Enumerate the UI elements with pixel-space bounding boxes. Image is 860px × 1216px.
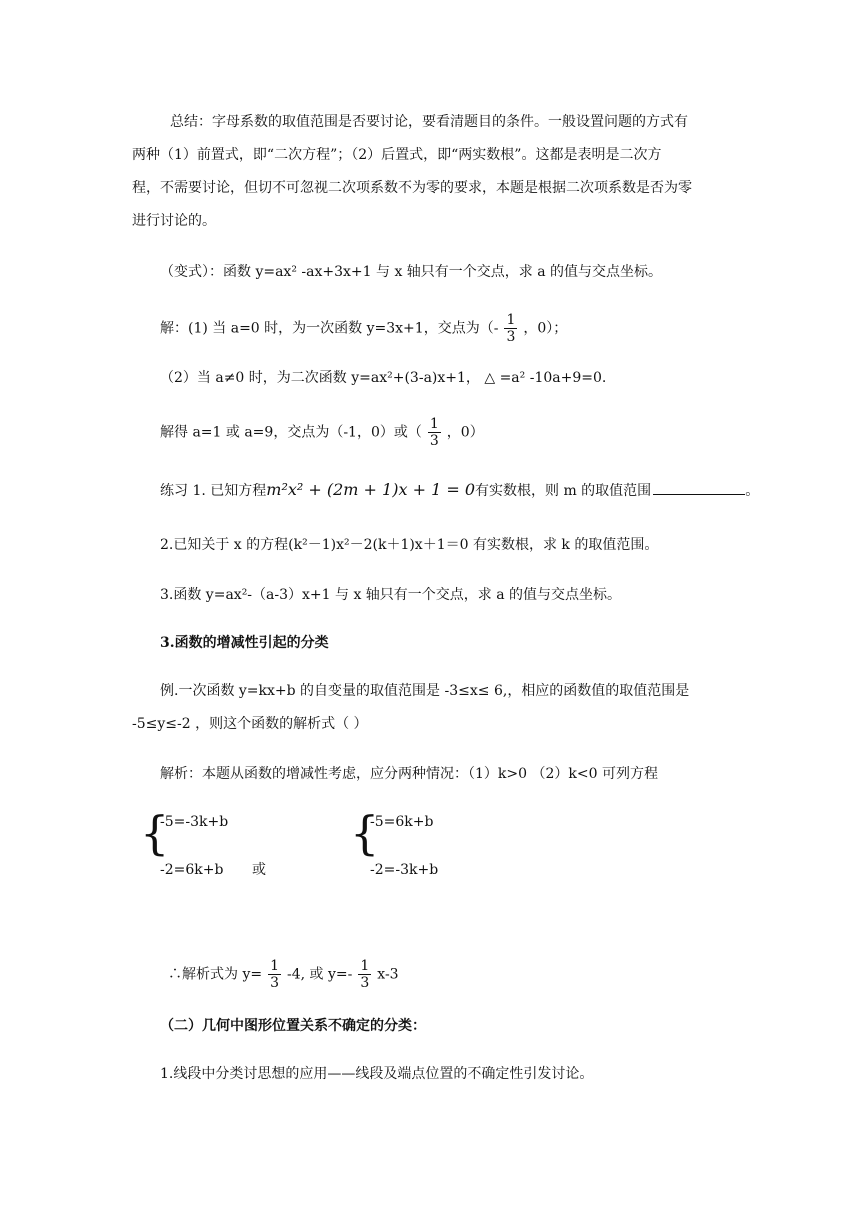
solution-line-3-text: 解得 a=1 或 a=9，交点为（-1，0）或（ (160, 424, 422, 441)
equation: m²x² + (2m + 1)x + 1 = 0 (266, 480, 475, 499)
system-2-eq-1: -5=6k+b (370, 814, 434, 830)
solution-line-2: （2）当 a≠0 时，为二次函数 y=ax²+(3-a)x+1， △ =a² -10a+9=0. (160, 370, 607, 386)
geometry-section-title: （二）几何中图形位置关系不确定的分类： (160, 1018, 426, 1034)
answer-blank (653, 480, 745, 495)
practice-1-text: 练习 1. 已知方程 (160, 483, 267, 499)
result-text: ∴解析式为 y= (168, 966, 263, 983)
summary-line-1: 总结：字母系数的取值范围是否要讨论，要看清题目的条件。一般设置问题的方式有 (170, 114, 688, 130)
fraction: $\frac{1}{3}$ (270, 958, 280, 991)
practice-2: 2.已知关于 x 的方程(k²－1)x²－2(k＋1)x＋1＝0 有实数根，求 k 的取值范围。 (160, 537, 659, 553)
summary-line-2: 两种（1）前置式，即“二次方程”；（2）后置式，即“两实数根”。这都是表明是二次方 (132, 147, 662, 163)
system-2-eq-2: -2=-3k+b (370, 862, 439, 878)
example-line-2: -5≤y≤-2 ，则这个函数的解析式（ ） (132, 716, 368, 732)
left-brace-1: { (140, 806, 170, 860)
practice-1 (160, 480, 759, 501)
solution-line-1 (160, 312, 567, 345)
summary-line-4: 进行讨论的。 (132, 213, 216, 229)
solution-line-3-end: ，0） (446, 424, 484, 441)
section-3-title: 3.函数的增减性引起的分类 (160, 635, 329, 651)
result-line (168, 958, 399, 991)
result-mid: -4, 或 y=- (287, 966, 353, 983)
solution-line-1-end: ，0）； (523, 320, 568, 337)
solution-line-1-text: 解：(1) 当 a=0 时，为一次函数 y=3x+1，交点为（- (160, 320, 499, 337)
result-end: x-3 (377, 966, 399, 983)
practice-1-question: 有实数根，则 m 的取值范围 (475, 483, 652, 499)
left-brace-2: { (350, 806, 380, 860)
fraction: $\frac{1}{3}$ (506, 312, 516, 345)
summary-line-3: 程，不需要讨论，但切不可忽视二次项系数不为零的要求，本题是根据二次项系数是否为零 (132, 180, 692, 196)
geometry-item-1: 1.线段中分类讨思想的应用——线段及端点位置的不确定性引发讨论。 (160, 1066, 594, 1082)
fraction: $\frac{1}{3}$ (360, 958, 370, 991)
solution-line-3 (160, 416, 484, 449)
practice-1-end: 。 (745, 483, 760, 499)
fraction: $\frac{1}{3}$ (429, 416, 439, 449)
analysis-text: 解析：本题从函数的增减性考虑，应分两种情况：（1）k>0 （2）k<0 可列方程 (160, 766, 658, 782)
practice-3: 3.函数 y=ax²-（a-3）x+1 与 x 轴只有一个交点，求 a 的值与交点坐标。 (160, 587, 622, 603)
variant-problem: （变式）：函数 y=ax² -ax+3x+1 与 x 轴只有一个交点，求 a 的值与交点坐标。 (160, 264, 663, 280)
example-line-1: 例.一次函数 y=kx+b 的自变量的取值范围是 -3≤x≤ 6,，相应的函数值的取值范围是 (160, 683, 690, 699)
system-1-eq-1: -5=-3k+b (160, 814, 229, 830)
or-word: 或 (252, 862, 266, 878)
system-1-eq-2: -2=6k+b (160, 862, 224, 878)
